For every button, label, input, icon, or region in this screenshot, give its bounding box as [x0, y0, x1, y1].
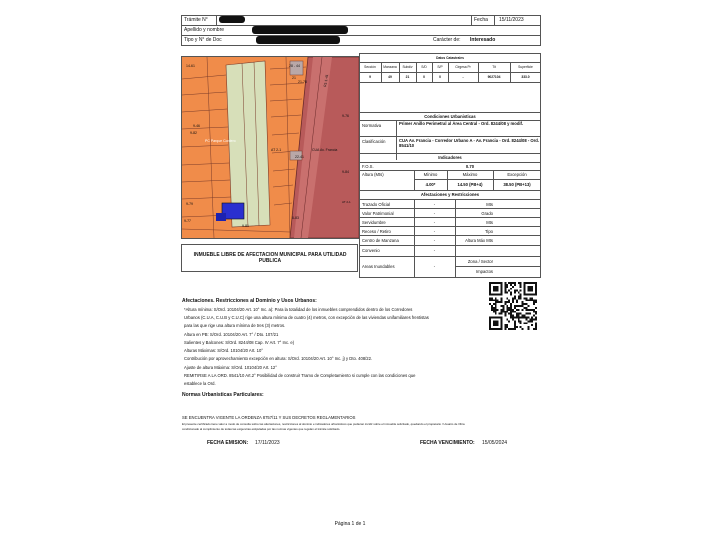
fos-value: 0.70	[465, 164, 475, 169]
catastro-value: 0	[423, 75, 425, 79]
clasificacion-value: CUA Av. Francia - Corredor Urbano A - Av. Francia - Ord. 8244/08 - Ord. 8541/10	[399, 138, 540, 148]
afectacion-unit: Mts	[486, 202, 493, 207]
map-label: AT 2-1	[342, 200, 351, 204]
afectacion-value: -	[433, 248, 436, 253]
tramite-redacted	[219, 16, 245, 23]
map-label: PC Parque Cordero	[205, 139, 236, 143]
catastro-col-header: Superficie	[518, 65, 533, 69]
map-label: 9-81	[242, 224, 250, 228]
map-label: 9-84	[342, 170, 350, 174]
normativa-label: Normativa	[362, 123, 382, 128]
maximo-value: 14.50 (PB+4)	[457, 182, 483, 187]
tipo-doc-label: Tipo y N° de Doc	[184, 37, 222, 43]
fecha-label: Fecha	[474, 17, 488, 23]
vencimiento-label: FECHA VENCIMIENTO:	[420, 440, 475, 446]
dominio-line: establece la Ord.	[184, 381, 216, 386]
apellido-label: Apellido y nombre	[184, 27, 225, 33]
tipo-doc-redacted	[256, 36, 340, 44]
catastro-col-header: Manzana	[383, 65, 397, 69]
dominio-line: para las que rige una altura mínima de tres (3) metros.	[184, 323, 286, 328]
afectacion-label: Valor Patrimonial	[362, 211, 394, 216]
condiciones-title: Condiciones Urbanisticas	[424, 114, 476, 119]
excepcion-value: 38.50 (PB+13)	[503, 182, 531, 187]
fecha-value: 15/11/2023	[499, 17, 524, 23]
dominio-title: Afectaciones. Restricciones al Dominio y Usos Urbanos:	[182, 298, 317, 304]
map-label: 9-76	[342, 114, 350, 118]
afectacion-unit: Grado	[481, 211, 493, 216]
map-label: 9-82	[190, 131, 198, 135]
map-label: 9-46	[193, 124, 201, 128]
afectacion-value: -	[433, 211, 436, 216]
map-svg	[182, 57, 359, 238]
catastro-col-header: Tit	[492, 65, 496, 69]
vigente-note: condicionado al cumplimiento de todas las exigencias estipuladas por las normas vigentes que regulan el trámite solicitado.	[182, 427, 341, 431]
afectacion-label: Servidumbre	[362, 220, 386, 225]
catastro-col-header: S/D	[421, 65, 427, 69]
tramite-label: Trámite N°	[184, 17, 208, 23]
afectacion-label: Convenio	[362, 248, 380, 253]
catastrales-title: Datos Catastrales	[436, 56, 464, 60]
urban-map	[181, 56, 360, 239]
afectacion-value: -	[433, 229, 436, 234]
map-label: 9-79	[186, 202, 194, 206]
particulares-title: Normas Urbanisticas Particulares:	[182, 392, 264, 398]
altura-label: Altura (Mts)	[362, 172, 384, 177]
map-label: CUA Av. Francia	[312, 148, 338, 152]
catastro-value: 9	[369, 75, 371, 79]
map-label: 28 - 44	[289, 64, 300, 68]
zona-sector-label: Zona / Sector	[467, 259, 493, 264]
afectacion-unit: Mts	[486, 220, 493, 225]
catastro-col-header: Sección	[364, 65, 376, 69]
minimo-label: Mínimo	[423, 172, 438, 177]
fos-label: F.O.S.	[362, 164, 374, 169]
dominio-line: Contribución por aprovechamiento excepción en altura: S/Ord. 10104/20 Art. 10° Inc. j) y Dto. 408/22.	[184, 356, 373, 361]
map-label: AT 2-1	[271, 148, 282, 152]
afectacion-value: -	[433, 220, 436, 225]
catastro-col-header: Cirgesa Pr	[455, 65, 471, 69]
maximo-label: Máximo	[462, 172, 478, 177]
map-label: 21	[292, 76, 296, 80]
map-label: 21-78	[298, 80, 307, 84]
impactos-label: Impactos	[476, 269, 493, 274]
caracter-value: Interesado	[470, 37, 496, 43]
catastro-value: 49	[388, 75, 392, 79]
dominio-line: Alturas Máximas: S/Ord. 10104/20 Art. 10°	[184, 348, 263, 353]
areas-inundables-value: -	[433, 264, 436, 269]
catastro-col-header: S/P	[437, 65, 443, 69]
qr-code	[489, 282, 537, 330]
clasificacion-label: Clasificación	[362, 139, 386, 144]
dominio-line: REMITIRSE A LA ORD. 8541/10 Art.2° Posibilidad de construir Tramo de Completamiento si cumple con las condiciones que	[184, 373, 416, 378]
afectacion-unit: Altura Máx Mts	[465, 238, 493, 243]
vigente-line: SE ENCUENTRA VIGENTE LA ORDENZA 8757/11 Y SUS DECRETOS REGLAMENTARIOS	[182, 415, 356, 420]
catastro-value: -	[462, 75, 464, 79]
afectaciones-title: Afectaciones y Restricciones	[420, 192, 480, 197]
page-number: Página 1 de 1	[334, 521, 366, 527]
caracter-label: Carácter de:	[433, 37, 461, 43]
catastro-value: 9027104	[487, 75, 501, 79]
park-area	[226, 61, 270, 227]
normativa-value: Primer Anillo Perimetral al Área Central - Ord. 8244/08 y modif.	[399, 121, 524, 126]
dominio-line: Urbanos (C.U.A, C.U.B y C.U.C) rige una altura mínima de cuatro (4) metros, con excepción de las viviendas unifamiliares frentistas	[184, 315, 429, 320]
libre-text: INMUEBLE LIBRE DE AFECTACION MUNICIPAL PARA UTILIDAD PUBLICA	[193, 252, 347, 264]
vencimiento-value: 15/05/2024	[482, 440, 508, 446]
map-label: 6-83	[292, 216, 300, 220]
afectacion-label: Trazado Oficial	[362, 202, 391, 207]
map-label: R1-1-41	[323, 74, 330, 88]
catastro-value: 21	[405, 75, 410, 79]
afectacion-value: -	[433, 202, 436, 207]
map-label: 14-61	[186, 64, 195, 68]
catastro-value: 0	[439, 75, 441, 79]
emision-label: FECHA EMISION:	[207, 440, 249, 446]
dominio-line: Ajuste de altura Máxima: S/Ord. 10104/20 Art. 12°	[184, 365, 277, 370]
afectacion-value: -	[433, 238, 436, 243]
afectacion-label: Receso / Retiro	[362, 229, 391, 234]
map-label: 22-41	[295, 155, 304, 159]
indicadores-title: Indicadores	[438, 155, 462, 160]
dominio-line: *Altura mínima: S/Ord. 10104/20 Art. 10° Inc. a): Para la totalidad de los inmuebles comprendidos dentro de los Corredores	[184, 307, 413, 312]
apellido-redacted	[252, 26, 348, 34]
dominio-line: Altura en PB: S/Ord. 10104/20 Art. 7° / Dto. 107/21	[184, 332, 279, 337]
excepcion-label: Excepción	[507, 172, 527, 177]
map-label: 9-77	[184, 219, 192, 223]
emision-value: 17/11/2023	[255, 440, 280, 446]
catastro-col-header: Subdiv	[402, 65, 413, 69]
vigente-note: El presente certificado tiene valor a modo de consulta sobre las afectaciones, restricciones al dominio e indicadores urbanísticos que pudieran incidir sobre el inmueble solicitado, quedando el propietario / Usuario de Obra	[182, 423, 465, 426]
catastro-value: 333.0	[521, 75, 530, 79]
afectacion-unit: Tipo	[485, 229, 493, 234]
afectacion-label: Centro de Manzana	[362, 238, 399, 243]
dominio-line: Salientes y Balcones: S/Ord. 8244/08 Cap. IV Art. 7° Inc. e)	[184, 340, 295, 345]
minimo-value: 4.00*	[425, 182, 436, 187]
areas-inundables-label: Areas Inundables	[362, 264, 395, 269]
